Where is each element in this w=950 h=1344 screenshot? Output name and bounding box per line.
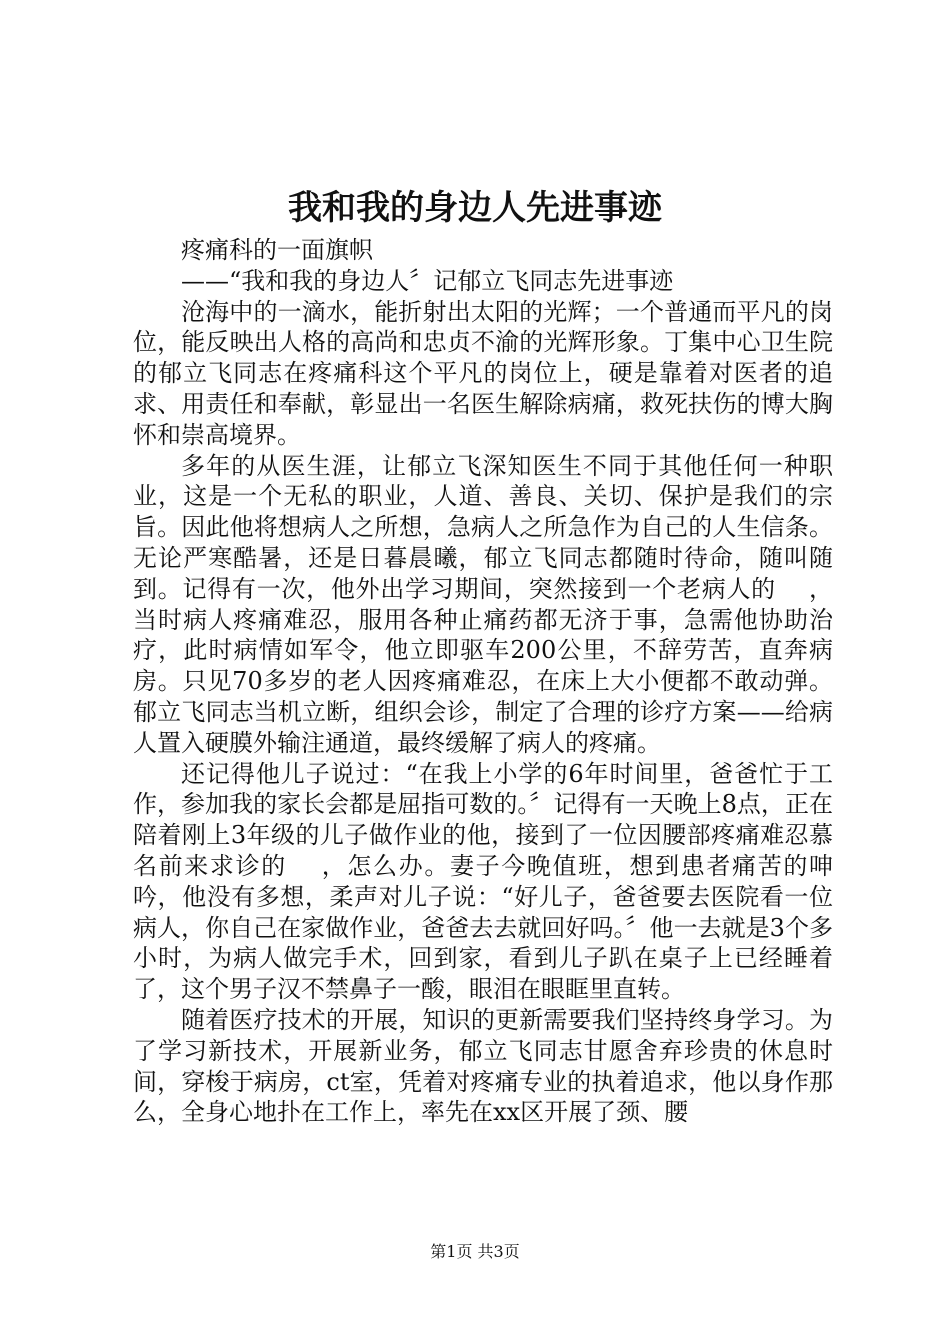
paragraph-2: 多年的从医生涯，让郁立飞深知医生不同于其他任何一种职业，这是一个无私的职业，人道、善良、关切、保护是我们的宗旨。因此他将想病人之所想，急病人之所急作为自己的人生信条。无论严寒酷暑，还是日暮晨曦，郁立飞同志都随时待命，随叫随到。记得有一次，他外出学习期间，突然接到一个老病人的 ，当时病人疼痛难忍，服用各种止痛药都无济于事，急需他协助治疗，此时病情如军令，他立即驱车200公里，不辞劳苦，直奔病房。只见70多岁的老人因疼痛难忍，在床上大小便都不敢动弹。郁立飞同志当机立断，组织会诊，制定了合理的诊疗方案——给病人置入硬膜外输注通道，最终缓解了病人的疼痛。 bbox=[133, 451, 833, 757]
document-title: 我和我的身边人先进事迹 bbox=[288, 188, 662, 228]
page-footer: 第1页 共3页 bbox=[430, 1242, 520, 1261]
paragraph-3: 还记得他儿子说过：“在我上小学的6年时间里，爸爸忙于工作，参加我的家长会都是屈指可数的。〞记得有一天晚上8点，正在陪着刚上3年级的儿子做作业的他，接到了一位因腰部疼痛难忍慕名前来求诊的 ，怎么办。妻子今晚值班，想到患者痛苦的呻吟，他没有多想，柔声对儿子说：“好儿子，爸爸要去医院看一位病人，你自己在家做作业，爸爸去去就回好吗。〞他一去就是3个多小时，为病人做完手术，回到家，看到儿子趴在桌子上已经睡着了，这个男子汉不禁鼻子一酸，眼泪在眼眶里直转。 bbox=[133, 759, 833, 1004]
subtitle: 疼痛科的一面旗帜 bbox=[181, 236, 373, 264]
byline: ——“我和我的身边人〞记郁立飞同志先进事迹 bbox=[181, 266, 674, 295]
paragraph-1: 沧海中的一滴水，能折射出太阳的光辉；一个普通而平凡的岗位，能反映出人格的高尚和忠贞不渝的光辉形象。丁集中心卫生院的郁立飞同志在疼痛科这个平凡的岗位上，硬是靠着对医者的追求、用责任和奉献，彰显出一名医生解除病痛，救死扶伤的博大胸怀和崇高境界。 bbox=[133, 297, 833, 449]
document-body bbox=[133, 235, 833, 1128]
paragraph-4: 随着医疗技术的开展，知识的更新需要我们坚持终身学习。为了学习新技术，开展新业务，郁立飞同志甘愿舍弃珍贵的休息时间，穿梭于病房，ct室，凭着对疼痛专业的执着追求，他以身作那么，全身心地扑在工作上，率先在xx区开展了颈、腰 bbox=[133, 1005, 833, 1127]
